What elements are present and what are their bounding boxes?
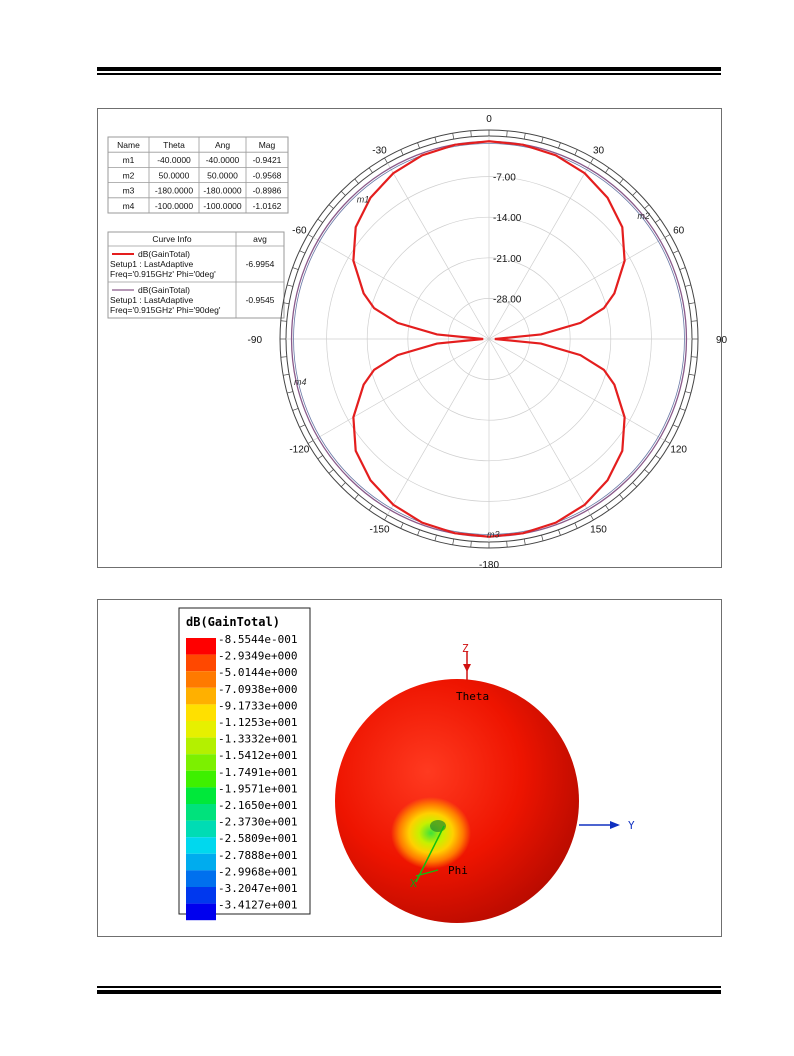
curve-freq: Freq='0.915GHz' Phi='90deg' — [110, 305, 221, 315]
legend-swatch — [186, 854, 216, 871]
marker-table-cell: -1.0162 — [252, 200, 282, 211]
curve-freq: Freq='0.915GHz' Phi='0deg' — [110, 269, 216, 279]
gain-3d-plot — [98, 600, 721, 936]
axis-phi-label: Phi — [448, 864, 468, 877]
radial-tick-label: -28.00 — [493, 294, 522, 306]
legend-value: -1.9571e+001 — [218, 782, 298, 796]
curve-name: dB(GainTotal) — [138, 285, 190, 295]
curve-avg: -0.9545 — [245, 295, 275, 305]
legend-value: -7.0938e+000 — [218, 682, 298, 696]
legend-value: -2.5809e+001 — [218, 832, 298, 846]
marker-table-header: Name — [117, 140, 140, 150]
polar-labels — [245, 114, 728, 571]
polar-plot-panel — [97, 108, 728, 571]
angle-tick-label: 90 — [716, 335, 728, 346]
marker-table-cell: -40.0000 — [205, 155, 240, 166]
header-rule-thick — [97, 67, 721, 71]
angle-tick-label: 120 — [670, 444, 688, 456]
angle-tick-label: -150 — [369, 524, 390, 536]
legend-swatch — [186, 688, 216, 705]
legend-value: -1.1253e+001 — [218, 716, 298, 729]
marker-table-cell: -100.0000 — [203, 200, 242, 211]
marker-table-cell: m4 — [122, 200, 135, 211]
legend-swatch — [186, 804, 216, 821]
legend-value: -2.1650e+001 — [218, 799, 298, 812]
angle-tick-label: -180 — [478, 560, 500, 571]
marker-table-header: Mag — [258, 140, 276, 150]
curve-setup: Setup1 : LastAdaptive — [110, 259, 194, 269]
legend-title: dB(GainTotal) — [186, 615, 280, 629]
marker-table-cell: -0.9568 — [252, 170, 282, 181]
legend-value: -2.3730e+001 — [218, 815, 298, 829]
legend-value: -9.1733e+000 — [218, 699, 298, 713]
legend-swatch — [186, 638, 216, 655]
legend-swatch — [186, 870, 216, 887]
marker-table-header: Theta — [163, 140, 185, 150]
legend-value: -1.5412e+001 — [218, 749, 298, 763]
marker-label: m1 — [356, 194, 370, 205]
marker-table-cell: -0.9421 — [252, 155, 282, 166]
header-rule-thin — [97, 73, 721, 75]
curve-avg: -6.9954 — [245, 259, 275, 269]
marker-table — [108, 137, 292, 218]
angle-tick-label: -30 — [372, 145, 387, 157]
curve-info-header: Curve Info — [152, 234, 192, 244]
curve-name: dB(GainTotal) — [138, 249, 190, 259]
legend-value: -5.0144e+000 — [218, 666, 298, 680]
legend-swatch — [186, 738, 216, 755]
marker-label: m3 — [487, 529, 500, 540]
radial-tick-label: -21.00 — [493, 253, 522, 265]
marker-table-cell: m1 — [122, 155, 135, 166]
angle-tick-label: -90 — [247, 335, 262, 346]
legend-value: -1.7491e+001 — [218, 765, 298, 779]
angle-tick-label: 0 — [486, 114, 492, 125]
legend-swatch — [186, 704, 216, 721]
angle-tick-label: 60 — [673, 225, 685, 237]
marker-table-cell: -40.0000 — [157, 155, 191, 166]
legend-value: -2.7888e+001 — [218, 848, 298, 862]
radial-tick-label: -7.00 — [493, 172, 516, 184]
polar-grid — [280, 130, 698, 548]
marker-table-header: Ang — [214, 140, 231, 150]
legend-swatch — [186, 754, 216, 771]
footer-rule-thin — [97, 986, 721, 988]
marker-table-cell: m3 — [122, 185, 135, 196]
legend-swatch — [186, 837, 216, 854]
curve-info-avg-header: avg — [253, 234, 267, 244]
curve-info-table — [108, 232, 284, 318]
marker-table-cell: 50.0000 — [158, 170, 190, 181]
legend-swatch — [186, 771, 216, 788]
legend-swatch — [186, 671, 216, 688]
angle-tick-label: -120 — [289, 444, 310, 456]
legend-swatch — [186, 787, 216, 804]
radial-tick-label: -14.00 — [493, 213, 522, 225]
polar-plot — [98, 109, 728, 571]
marker-table-cell: -0.8986 — [252, 185, 282, 196]
marker-table-cell: -180.0000 — [203, 185, 242, 196]
legend-swatch — [186, 821, 216, 838]
legend-value: -1.3332e+001 — [218, 732, 298, 746]
marker-table-cell: -100.0000 — [154, 200, 194, 211]
marker-table-cell: m2 — [122, 170, 135, 181]
footer-rule-thick — [97, 990, 721, 994]
legend-swatch — [186, 904, 216, 921]
angle-tick-label: -60 — [292, 225, 307, 237]
legend-swatch — [186, 655, 216, 672]
angle-tick-label: 30 — [592, 145, 605, 157]
legend-swatch — [186, 887, 216, 904]
gain-3d-panel — [97, 599, 722, 937]
gain-sphere — [335, 679, 579, 923]
legend-value: -2.9968e+001 — [218, 865, 298, 879]
marker-table-cell: -180.0000 — [154, 185, 194, 196]
marker-table-cell: 50.0000 — [207, 170, 238, 181]
legend-value: -8.5544e-001 — [218, 633, 298, 646]
color-legend — [179, 608, 310, 920]
legend-value: -3.4127e+001 — [218, 898, 298, 912]
axis-x-label: X — [410, 877, 417, 890]
axis-y-label: Y — [628, 819, 635, 832]
legend-swatch — [186, 721, 216, 738]
legend-value: -2.9349e+000 — [218, 649, 298, 663]
curve-setup: Setup1 : LastAdaptive — [110, 295, 194, 305]
marker-label: m2 — [637, 210, 650, 221]
angle-tick-label: 150 — [590, 524, 607, 536]
axis-z-label: Z — [462, 642, 469, 655]
marker-label: m4 — [294, 377, 307, 388]
legend-value: -3.2047e+001 — [218, 882, 298, 895]
axis-theta-label: Theta — [456, 690, 490, 703]
